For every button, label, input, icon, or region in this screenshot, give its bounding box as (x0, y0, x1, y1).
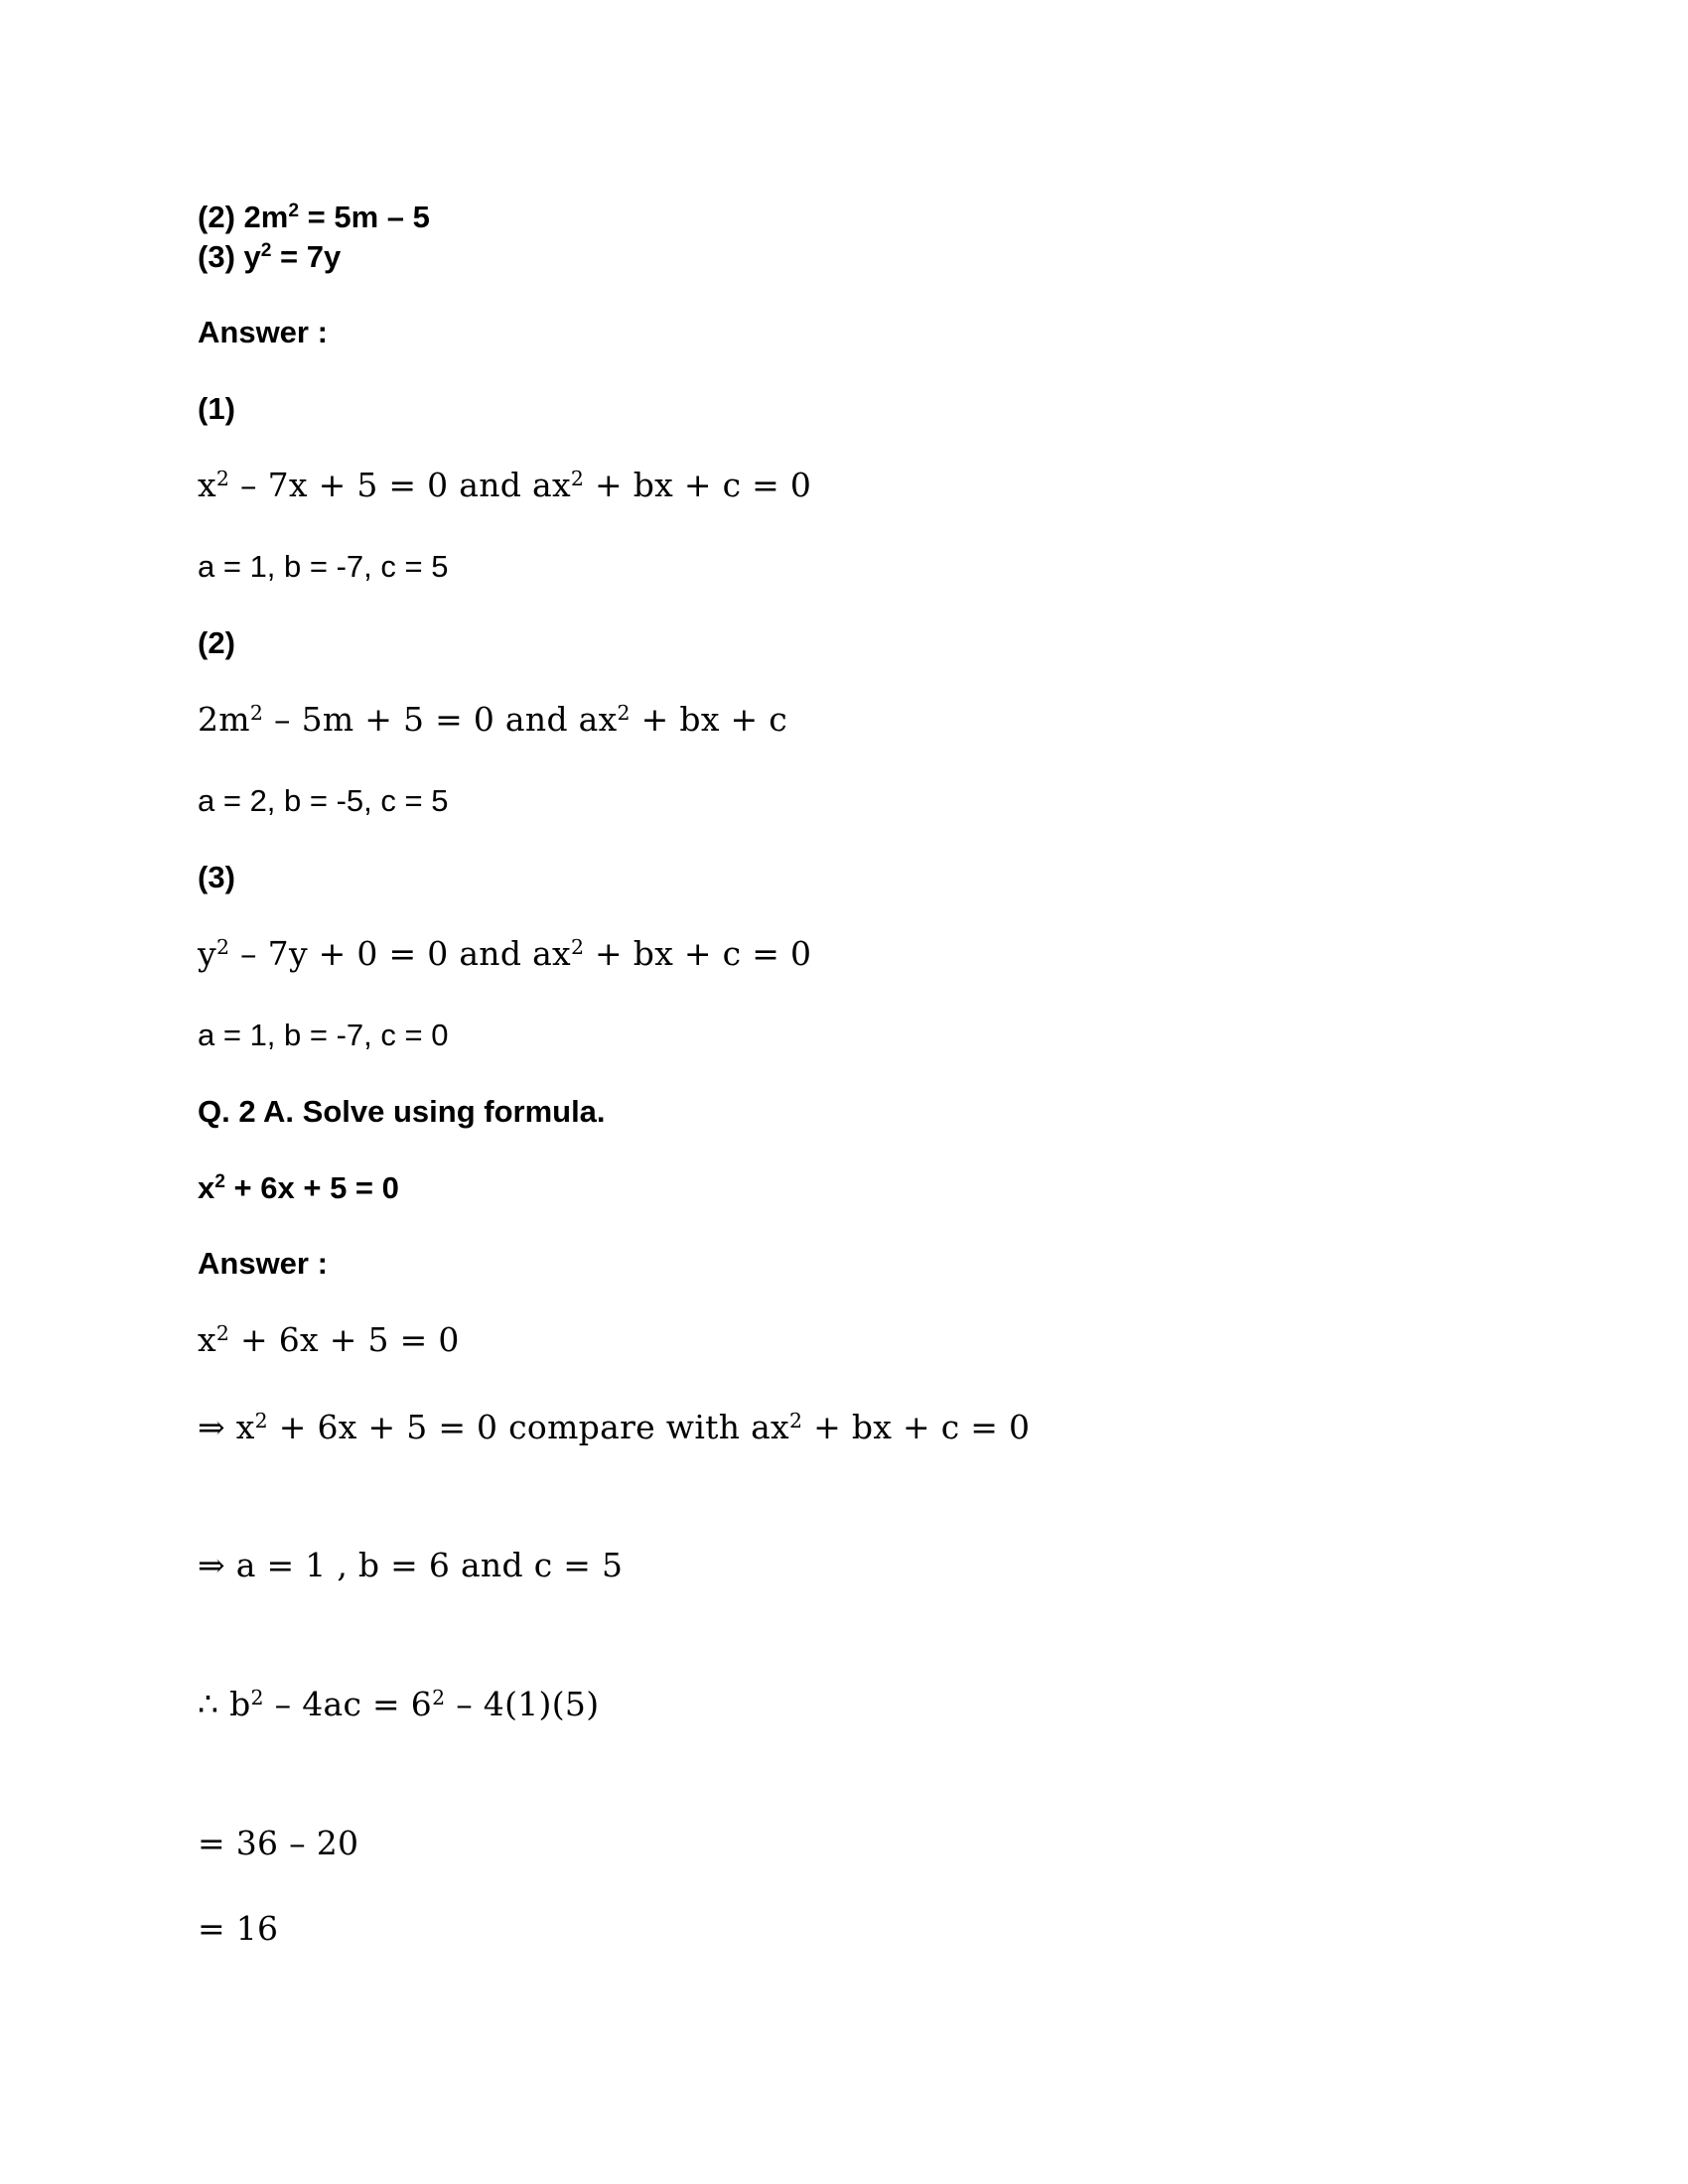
answer-heading-2: Answer : (198, 1246, 328, 1281)
question-part-2: (2) $2m^2 = 5m - 5$ (198, 200, 430, 234)
question-2a-title: Q. 2 A. Solve using formula. (198, 1094, 606, 1129)
part-2-label: (2) (198, 625, 235, 660)
question-part-3: (3) $y^2 = 7y$ (198, 239, 342, 274)
solution-step-2: ⇒ $x^2 + 6x + 5 = 0$ compare with $ax^2$ + bx + c = 0 (198, 1408, 1031, 1446)
solution-step-3: ⇒ a = 1 , b = 6 and c = 5 (198, 1546, 624, 1584)
solution-step-6: = 16 (198, 1909, 279, 1948)
answer-heading: Answer : (198, 315, 328, 349)
part-1-label: (1) (198, 391, 235, 426)
part-3-coefficients: a = 1, b = -7, c = 0 (198, 1018, 449, 1052)
part-3-equation: $y^2 - 7y + 0 = 0$ and $ax^2$ + bx + c = 0 (198, 934, 812, 973)
part-1-coefficients: a = 1, b = -7, c = 5 (198, 549, 449, 584)
part-2-equation: $2m^2 - 5m + 5 = 0$ and $ax^2$ + bx + c (198, 700, 788, 739)
solution-step-5: = 36 – 20 (198, 1824, 359, 1862)
part-2-coefficients: a = 2, b = -5, c = 5 (198, 783, 449, 818)
solution-step-4: ∴ $b^2 - 4ac = 6^2 - 4(1)(5)$ (198, 1685, 600, 1723)
solution-step-1: $x^2 + 6x + 5 = 0$ (198, 1320, 460, 1359)
part-3-label: (3) (198, 860, 235, 894)
question-2a-equation: $x^2 + 6x + 5 = 0$ (198, 1170, 399, 1205)
part-1-equation: $x^2 - 7x + 5 = 0$ and $ax^2$ + bx + c = 0 (198, 466, 812, 504)
